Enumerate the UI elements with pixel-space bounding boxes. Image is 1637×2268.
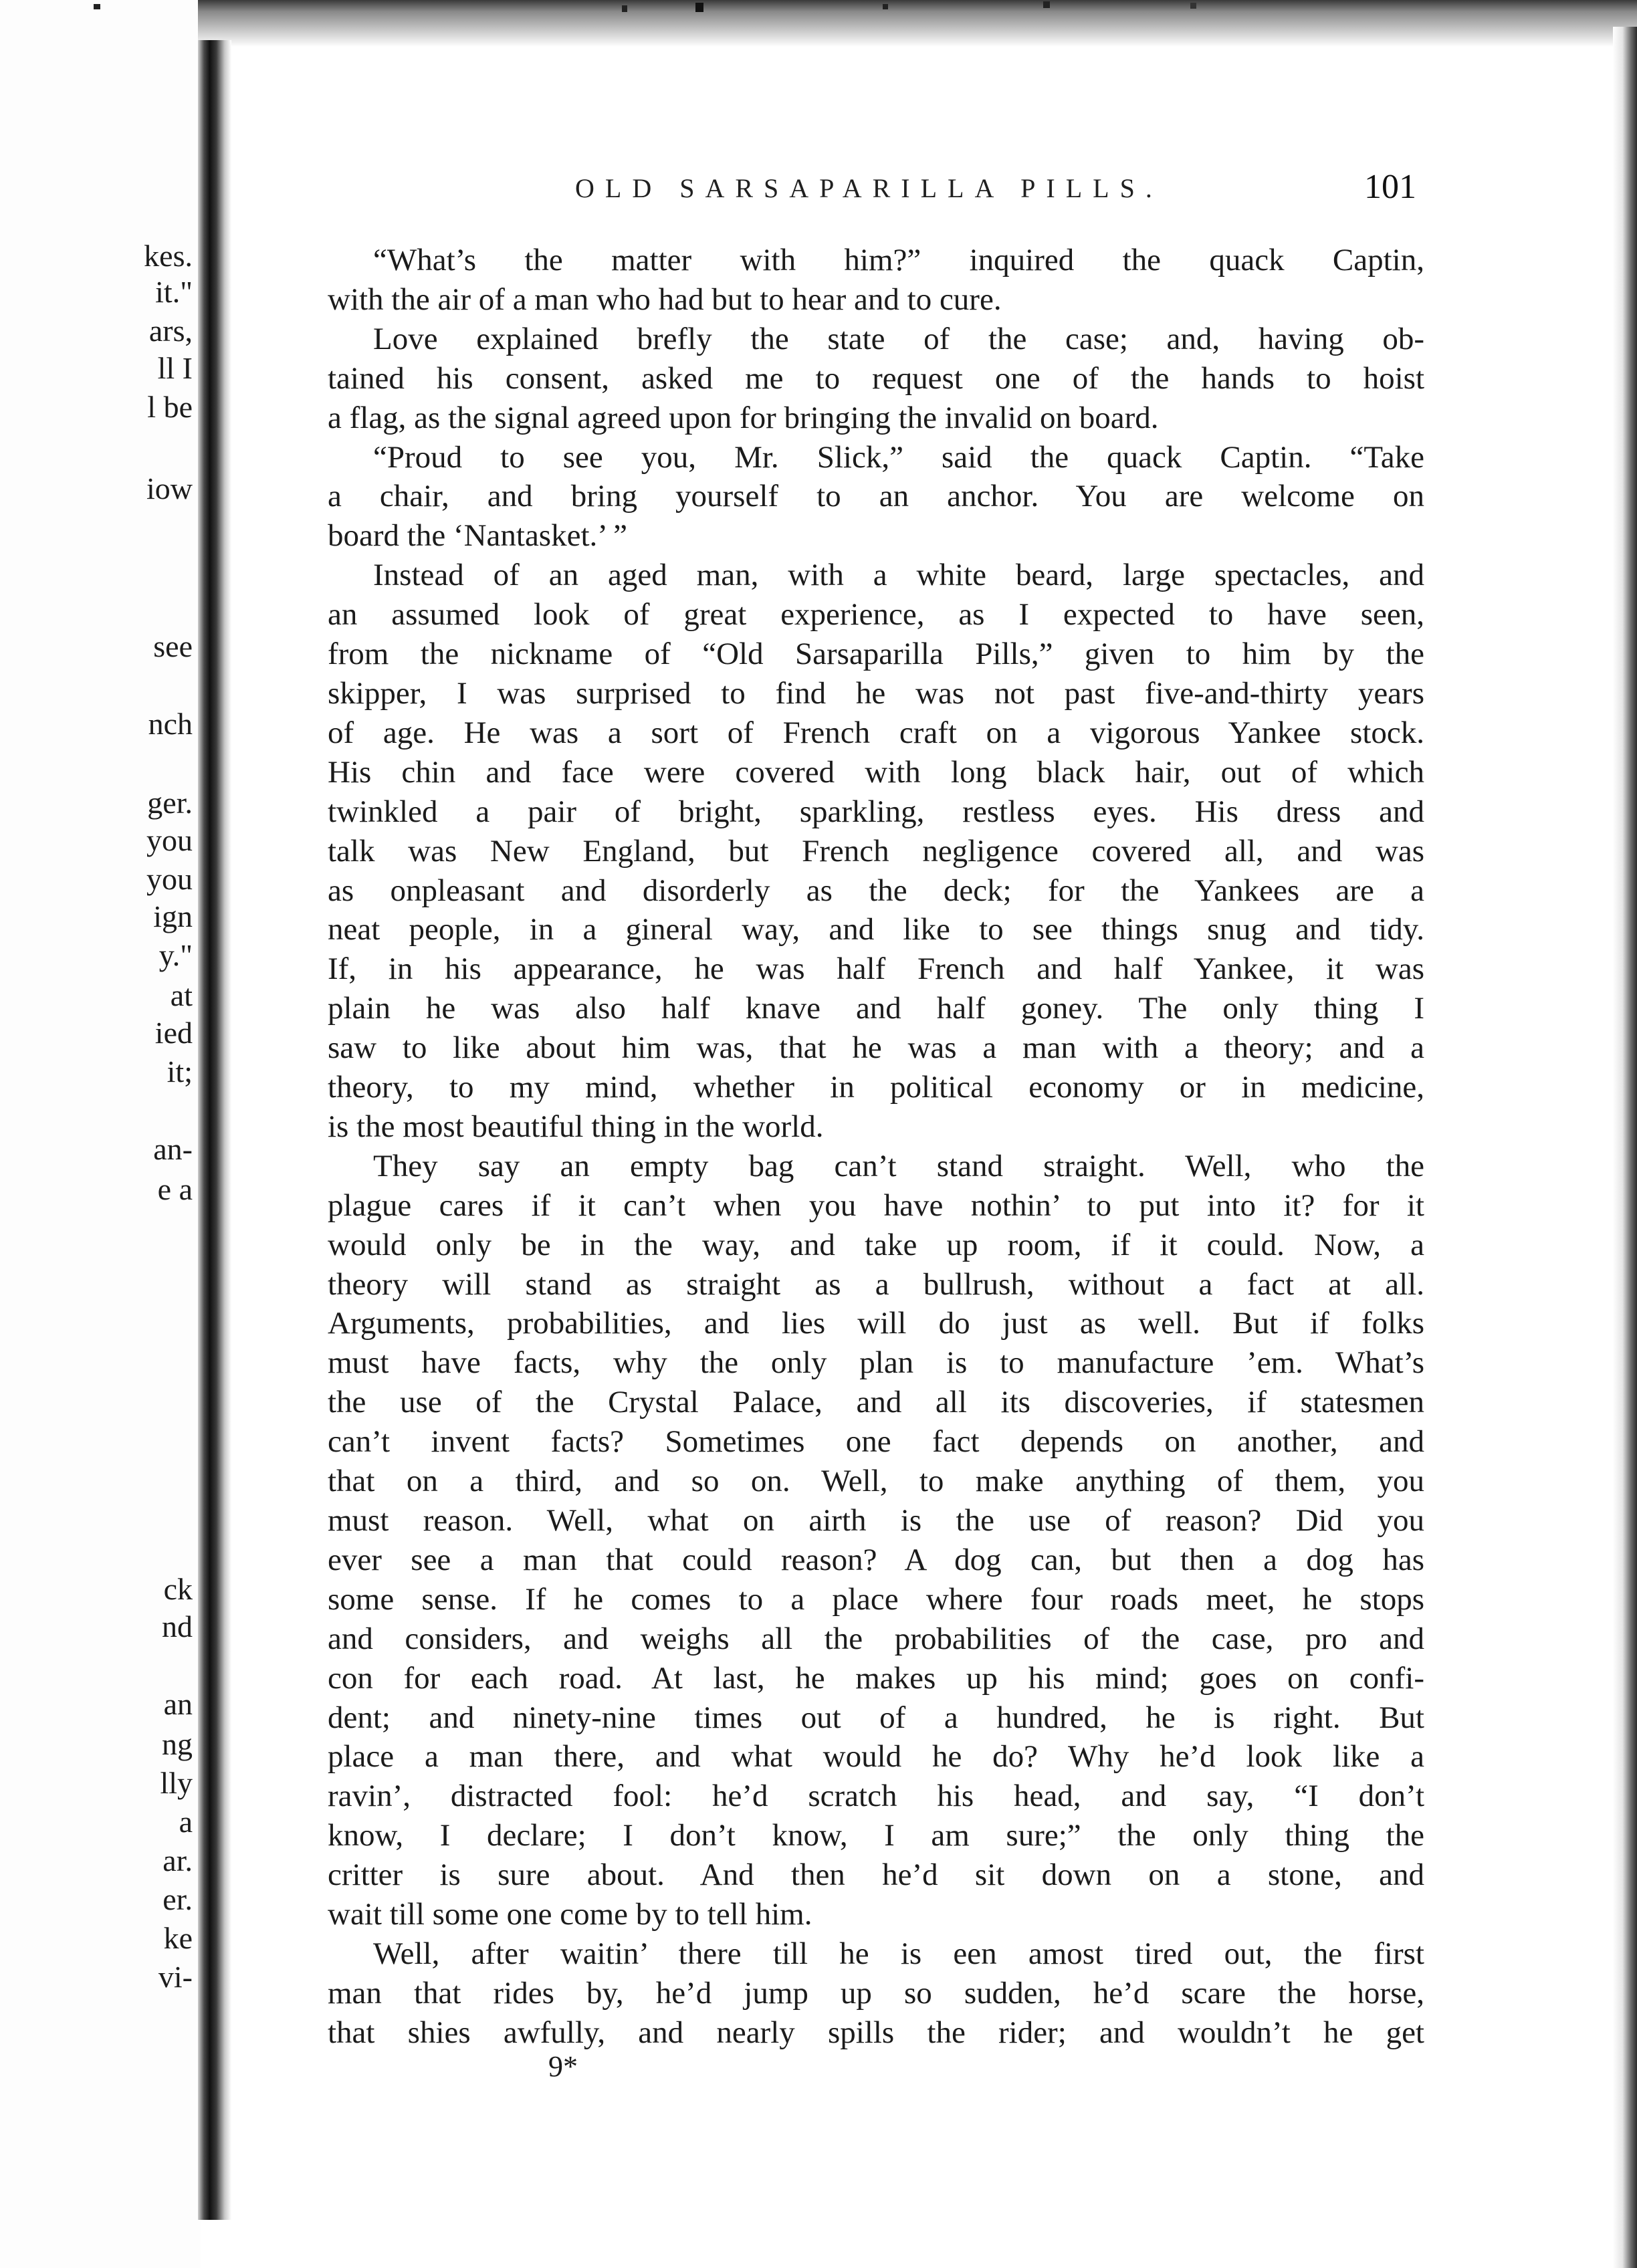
facing-page-line: you [146, 862, 193, 896]
text-line: plague cares if it can’t when you have nothin’ to put into it? for it [328, 1187, 1424, 1223]
facing-page-line: iow [146, 471, 193, 505]
text-line: of age. He was a sort of French craft on a vigorous Yankee stock. [328, 715, 1424, 750]
text-line: theory, to my mind, whether in political economy or in medicine, [328, 1070, 1424, 1105]
signature-mark: 9* [548, 2050, 578, 2083]
text-line: Instead of an aged man, with a white beard, large spectacles, and [373, 558, 1424, 593]
text-line: must reason. Well, what on airth is the use of reason? Did you [328, 1503, 1424, 1538]
text-line: “Proud to see you, Mr. Slick,” said the quack Captin. “Take [373, 439, 1424, 475]
facing-page-line: y." [158, 938, 193, 972]
facing-page-line: ng [162, 1727, 193, 1761]
facing-page-line: you [146, 823, 193, 857]
text-line: ever see a man that could reason? A dog can, but then a dog has [328, 1542, 1424, 1577]
text-line: with the air of a man who had but to hear and to cure. [328, 281, 1002, 317]
text-line: know, I declare; I don’t know, I am sure;” the only thing the [328, 1818, 1424, 1853]
text-line: con for each road. At last, he makes up his mind; goes on confi- [328, 1660, 1424, 1696]
facing-page-line: ll I [157, 351, 193, 385]
text-line: board the ‘Nantasket.’ ” [328, 518, 628, 554]
text-line: place a man there, and what would he do? Why he’d look like a [328, 1739, 1424, 1775]
text-line: as onpleasant and disorderly as the deck; for the Yankees are a [328, 873, 1424, 908]
text-line: must have facts, why the only plan is to manufacture ’em. What’s [328, 1345, 1424, 1381]
text-line: man that rides by, he’d jump up so sudden, he’d scare the horse, [328, 1975, 1424, 2011]
text-line: an assumed look of great experience, as I expected to have seen, [328, 597, 1424, 633]
text-line: can’t invent facts? Sometimes one fact depends on another, and [328, 1424, 1424, 1460]
facing-page-line: ck [163, 1572, 193, 1606]
text-line: ravin’, distracted fool: he’d scratch his head, and say, “I don’t [328, 1779, 1424, 1814]
text-line: saw to like about him was, that he was a man with a theory; and a [328, 1030, 1424, 1066]
text-line: They say an empty bag can’t stand straight. Well, who the [373, 1148, 1424, 1183]
text-line: talk was New England, but French negligence covered all, and was [328, 833, 1424, 869]
facing-page-line: vi- [158, 1960, 193, 1994]
facing-page-line: an [163, 1687, 193, 1721]
page-number: 101 [1364, 168, 1416, 206]
page-right-shadow [1613, 27, 1637, 2268]
facing-page-line: ars, [148, 314, 193, 348]
text-line: critter is sure about. And then he’d sit down on a stone, and [328, 1857, 1424, 1893]
text-line: from the nickname of “Old Sarsaparilla Pills,” given to him by the [328, 637, 1424, 672]
text-line: would only be in the way, and take up room, if it could. Now, a [328, 1227, 1424, 1262]
text-line: plain he was also half knave and half goney. The only thing I [328, 991, 1424, 1026]
text-line: Love explained brefly the state of the case; and, having ob- [373, 321, 1424, 356]
facing-page-line: ied [154, 1016, 193, 1050]
text-line: skipper, I was surprised to find he was not past five-and-thirty years [328, 675, 1424, 711]
text-line: that shies awfully, and nearly spills the rider; and wouldn’t he get [328, 2015, 1424, 2050]
facing-page-line: nch [148, 707, 193, 741]
text-line: a flag, as the signal agreed upon for bringing the invalid on board. [328, 400, 1159, 435]
facing-page-line: ign [153, 899, 193, 933]
text-line: neat people, in a gineral way, and like to see things snug and tidy. [328, 912, 1424, 947]
text-line: dent; and ninety-nine times out of a hundred, he is right. But [328, 1700, 1424, 1735]
facing-page-line: it." [155, 275, 193, 309]
text-line: some sense. If he comes to a place where four roads meet, he stops [328, 1581, 1424, 1617]
text-line: Well, after waitin’ there till he is een amost tired out, the first [373, 1936, 1424, 1971]
running-head: OLD SARSAPARILLA PILLS. [575, 173, 1163, 203]
facing-page-line: ar. [162, 1843, 193, 1878]
facing-page-line: an- [153, 1132, 193, 1166]
facing-page-line: er. [162, 1882, 193, 1916]
text-line: theory will stand as straight as a bullrush, without a fact at all. [328, 1266, 1424, 1302]
text-line: wait till some one come by to tell him. [328, 1897, 812, 1932]
facing-page-line: at [170, 978, 193, 1012]
facing-page-line: kes. [144, 239, 193, 273]
facing-page-line: see [153, 629, 193, 663]
facing-page-line: a [179, 1805, 193, 1839]
scan-specks [0, 0, 1637, 16]
text-line: a chair, and bring yourself to an anchor. You are welcome on [328, 479, 1424, 514]
body-text [328, 241, 1424, 2053]
book-gutter-shadow [198, 40, 231, 2220]
facing-page-line: e a [157, 1172, 193, 1206]
text-line: and considers, and weighs all the probabilities of the case, pro and [328, 1621, 1424, 1656]
text-line: is the most beautiful thing in the world. [328, 1109, 824, 1144]
facing-page-line: nd [162, 1609, 193, 1643]
text-line: “What’s the matter with him?” inquired the quack Captin, [373, 243, 1424, 277]
text-line: tained his consent, asked me to request one of the hands to hoist [328, 360, 1424, 396]
facing-page-line: lly [160, 1766, 193, 1800]
text-line: Arguments, probabilities, and lies will do just as well. But if folks [328, 1306, 1424, 1341]
text-line: the use of the Crystal Palace, and all its discoveries, if statesmen [328, 1385, 1424, 1420]
facing-page-line: it; [167, 1054, 193, 1089]
facing-page-line: l be [147, 390, 193, 424]
text-line: that on a third, and so on. Well, to make anything of them, you [328, 1464, 1424, 1499]
text-line: His chin and face were covered with long black hair, out of which [328, 754, 1424, 790]
facing-page-fragment [0, 0, 201, 2268]
facing-page-line: ger. [147, 786, 193, 820]
text-line: twinkled a pair of bright, sparkling, restless eyes. His dress and [328, 794, 1424, 829]
text-line: If, in his appearance, he was half French and half Yankee, it was [328, 951, 1424, 987]
facing-page-line: ke [163, 1921, 193, 1955]
